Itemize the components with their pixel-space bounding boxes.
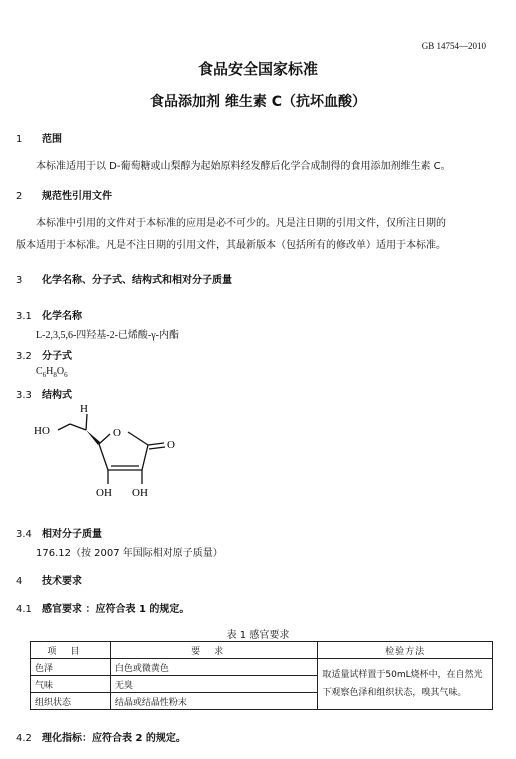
section-number: 2 (16, 191, 23, 202)
table-cell-item: 组织状态 (31, 693, 111, 710)
atom-h-label: H (80, 403, 88, 415)
section-number: 4.2 (16, 733, 32, 744)
section-3-1-heading (16, 307, 82, 322)
atom-oh2-label: OH (132, 487, 148, 499)
standard-code: GB 14754—2010 (421, 41, 486, 51)
section-title: 分子式 (42, 351, 72, 362)
table-cell-requirement: 无臭 (110, 676, 318, 693)
structural-formula (30, 398, 210, 503)
atom-oh1-label: OH (96, 487, 112, 499)
section-number: 4 (16, 576, 23, 587)
section-3-2-heading (16, 347, 72, 362)
section-number: 3 (16, 275, 23, 286)
section-2-heading (16, 187, 112, 202)
section-2-body-line1: 本标准中引用的文件对于本标准的应用是必不可少的。凡是注日期的引用文件，仅所注日期的 (36, 218, 446, 229)
section-title: 结构式 (42, 390, 72, 401)
table-1-caption: 表 1 感官要求 (226, 630, 290, 641)
table-row (31, 659, 493, 676)
table-cell-method: 取适量试样置于50mL烧杯中，在自然光下观察色泽和组织状态，嗅其气味。 (318, 659, 493, 710)
atom-ho-label: HO (34, 425, 50, 437)
section-3-heading (16, 271, 232, 286)
section-1-heading (16, 130, 62, 145)
document-subtitle: 食品添加剂 维生素 C（抗坏血酸） (149, 94, 367, 110)
section-2-body-line2: 版本适用于本标准。凡是不注日期的引用文件，其最新版本（包括所有的修改单）适用于本标准。 (16, 240, 446, 251)
sensory-requirements-table (30, 641, 493, 710)
column-header: 要求 (110, 642, 318, 659)
section-number: 3.4 (16, 529, 32, 540)
atom-ring-oxygen-label: O (113, 427, 121, 439)
molecular-formula: $C_6H_8O_6$ (36, 366, 68, 379)
column-header: 项目 (31, 642, 111, 659)
section-1-body: 本标准适用于以 D-葡萄糖或山梨醇为起始原料经发酵后化学合成制得的食用添加剂维生素 C。 (36, 161, 451, 172)
column-header: 检验方法 (318, 642, 493, 659)
section-number: 1 (16, 134, 23, 145)
section-title: 感官要求 ：应符合表 1 的规定。 (42, 604, 190, 615)
section-4-2-heading (16, 729, 186, 744)
section-title: 化学名称 (42, 311, 82, 322)
section-title: 理化指标：应符合表 2 的规定。 (42, 733, 186, 744)
section-title: 范围 (42, 134, 62, 145)
table-cell-requirement: 结晶或结晶性粉末 (110, 693, 318, 710)
section-4-1-heading (16, 600, 189, 615)
molecular-mass: 176.12（按 2007 年国际相对原子质量） (36, 548, 223, 559)
section-title: 技术要求 (42, 576, 82, 587)
table-cell-item: 气味 (31, 676, 111, 693)
chemical-name: L-2,3,5,6-四羟基-2-已烯酸-γ-内酯 (36, 330, 180, 341)
atom-carbonyl-oxygen-label: O (167, 439, 175, 451)
section-title: 相对分子质量 (42, 529, 102, 540)
section-number: 3.3 (16, 390, 32, 401)
table-cell-item: 色泽 (31, 659, 111, 676)
section-title: 规范性引用文件 (42, 191, 112, 202)
section-4-heading (16, 572, 82, 587)
table-header-row (31, 642, 493, 659)
section-3-4-heading (16, 525, 102, 540)
table-cell-requirement: 白色或微黄色 (110, 659, 318, 676)
section-title: 化学名称、分子式、结构式和相对分子质量 (42, 275, 232, 286)
document-title: 食品安全国家标准 (197, 60, 318, 78)
section-number: 4.1 (16, 604, 32, 615)
section-number: 3.2 (16, 351, 32, 362)
section-number: 3.1 (16, 311, 32, 322)
